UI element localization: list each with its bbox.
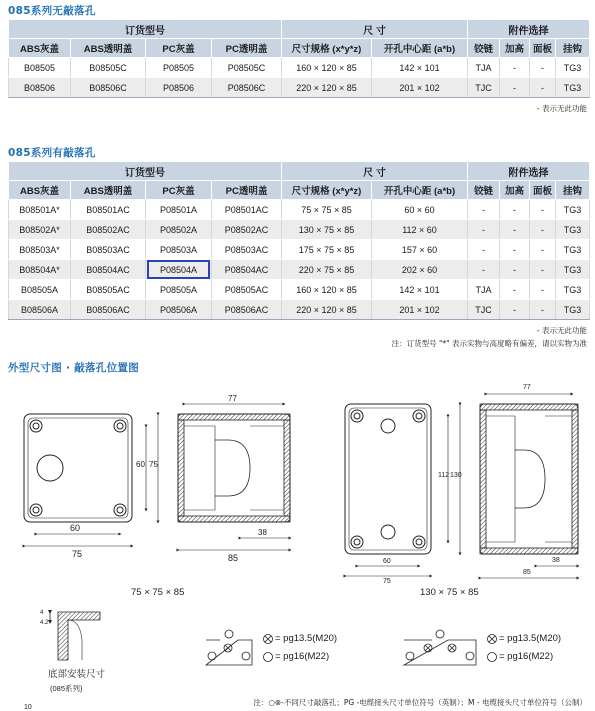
col-abs-grey: ABS灰盖 bbox=[9, 181, 71, 200]
cell: B08502A* bbox=[9, 220, 71, 240]
group-dimensions: 尺 寸 bbox=[282, 162, 468, 181]
cell: B08502AC bbox=[71, 220, 146, 240]
cell: 220 × 120 × 85 bbox=[282, 78, 372, 98]
col-hook: 挂钩 bbox=[556, 39, 590, 58]
col-size: 尺寸规格 (x*y*z) bbox=[282, 181, 372, 200]
cell: 112 × 60 bbox=[372, 220, 468, 240]
cell: B08503AC bbox=[71, 240, 146, 260]
cross-circle-icon bbox=[264, 635, 273, 644]
cell: TG3 bbox=[556, 260, 590, 280]
cell: P08505C bbox=[212, 58, 282, 78]
dim-label: 75 bbox=[149, 460, 158, 469]
cell: 220 × 120 × 85 bbox=[282, 300, 372, 320]
dim-label: 85 bbox=[523, 569, 531, 576]
cell: TG3 bbox=[556, 220, 590, 240]
bottom-mount-label: 底部安装尺寸 bbox=[48, 669, 106, 680]
cell: 75 × 75 × 85 bbox=[282, 200, 372, 220]
cell: B08501AC bbox=[71, 200, 146, 220]
group-dimensions: 尺 寸 bbox=[282, 20, 468, 39]
col-hinge: 铰链 bbox=[468, 181, 500, 200]
cell: P08503A bbox=[146, 240, 212, 260]
cell: 160 × 120 × 85 bbox=[282, 280, 372, 300]
legend-pg135: = pg13.5(M20) bbox=[499, 633, 562, 644]
cell: P08501AC bbox=[212, 200, 282, 220]
dim-label: 77 bbox=[228, 394, 237, 403]
box-b-top-view bbox=[345, 404, 431, 554]
col-panel: 面板 bbox=[530, 181, 556, 200]
dim-label: 38 bbox=[258, 528, 267, 537]
dim-label: 77 bbox=[523, 384, 531, 391]
col-abs-grey: ABS灰盖 bbox=[9, 39, 71, 58]
dim-label: 60 bbox=[383, 558, 391, 565]
cell: - bbox=[500, 260, 530, 280]
cell: - bbox=[468, 220, 500, 240]
cell: B08504A* bbox=[9, 260, 71, 280]
col-hook: 挂钩 bbox=[556, 181, 590, 200]
cell: B08503A* bbox=[9, 240, 71, 260]
cell: 201 × 102 bbox=[372, 300, 468, 320]
cell: 202 × 60 bbox=[372, 260, 468, 280]
cell: P08506 bbox=[146, 78, 212, 98]
box-a-side-view bbox=[178, 414, 290, 522]
dim-label: 130 bbox=[450, 472, 462, 479]
cell: - bbox=[530, 78, 556, 98]
col-raise: 加高 bbox=[500, 39, 530, 58]
dim-label: 38 bbox=[552, 557, 560, 564]
dim-label: 112 bbox=[438, 472, 450, 479]
cell: - bbox=[500, 78, 530, 98]
cell: 142 × 101 bbox=[372, 58, 468, 78]
col-size: 尺寸规格 (x*y*z) bbox=[282, 39, 372, 58]
cell: TG3 bbox=[556, 78, 590, 98]
bottom-mount-detail bbox=[50, 612, 100, 660]
legend-pg16: = pg16(M22) bbox=[275, 651, 330, 662]
cell: P08504AC bbox=[212, 260, 282, 280]
cell: - bbox=[500, 220, 530, 240]
dim-label: 4.2 bbox=[40, 620, 49, 626]
circle-icon bbox=[488, 653, 497, 662]
section1-footnote: - 表示无此功能 bbox=[536, 104, 587, 113]
group-order-model: 订货型号 bbox=[9, 162, 282, 181]
section2-title: 085系列有敲落孔 bbox=[8, 147, 96, 159]
cell: P08506C bbox=[212, 78, 282, 98]
cell: B08505C bbox=[71, 58, 146, 78]
col-pc-grey: PC灰盖 bbox=[146, 181, 212, 200]
col-pc-grey: PC灰盖 bbox=[146, 39, 212, 58]
dim-label: 60 bbox=[136, 460, 145, 469]
dim-label: 4 bbox=[40, 610, 44, 616]
section3-note: 注：○⊗-不同尺寸敲落孔；PG -电缆接头尺寸单位符号（英制）；M - 电缆接头尺寸单位符号（公制） bbox=[253, 698, 587, 707]
cell: P08505AC bbox=[212, 280, 282, 300]
cell: - bbox=[468, 200, 500, 220]
col-hinge: 铰链 bbox=[468, 39, 500, 58]
box-b-side-view bbox=[480, 404, 578, 554]
cell: P08506A bbox=[146, 300, 212, 320]
cell: B08506AC bbox=[71, 300, 146, 320]
cell: B08506C bbox=[71, 78, 146, 98]
cell: - bbox=[468, 260, 500, 280]
cell: 175 × 75 × 85 bbox=[282, 240, 372, 260]
cell: P08501A bbox=[146, 200, 212, 220]
cell: B08505 bbox=[9, 58, 71, 78]
dim-label: 75 bbox=[72, 549, 83, 559]
cell: - bbox=[530, 200, 556, 220]
section3-title: 外型尺寸图 · 敲落孔位置图 bbox=[8, 362, 139, 374]
cell: - bbox=[530, 260, 556, 280]
cell: - bbox=[500, 300, 530, 320]
cell: - bbox=[468, 240, 500, 260]
cell: TJC bbox=[468, 78, 500, 98]
cell: 142 × 101 bbox=[372, 280, 468, 300]
col-hole-distance: 开孔中心距 (a*b) bbox=[372, 39, 468, 58]
caption-a: 75 × 75 × 85 bbox=[131, 587, 185, 598]
box-a-top-view bbox=[24, 414, 132, 522]
bottom-mount-sub: (085系列) bbox=[50, 684, 83, 693]
cell: P08503AC bbox=[212, 240, 282, 260]
col-abs-clear: ABS透明盖 bbox=[71, 39, 146, 58]
cell: B08504AC bbox=[71, 260, 146, 280]
cell: TJA bbox=[468, 58, 500, 78]
cell: 160 × 120 × 85 bbox=[282, 58, 372, 78]
dim-label: 85 bbox=[228, 553, 239, 563]
cell: - bbox=[530, 58, 556, 78]
knockout-diagram-1 bbox=[206, 630, 252, 665]
dim-label: 60 bbox=[70, 523, 81, 533]
cell: B08506 bbox=[9, 78, 71, 98]
col-abs-clear: ABS透明盖 bbox=[71, 181, 146, 200]
cross-circle-icon bbox=[488, 635, 497, 644]
cell: 60 × 60 bbox=[372, 200, 468, 220]
cell: - bbox=[500, 200, 530, 220]
cell: 130 × 75 × 85 bbox=[282, 220, 372, 240]
cell: - bbox=[500, 280, 530, 300]
section2-footnote1: - 表示无此功能 bbox=[536, 326, 587, 335]
cell: P08502A bbox=[146, 220, 212, 240]
cell-text: P08504A bbox=[159, 264, 198, 275]
cell: TG3 bbox=[556, 240, 590, 260]
cell: - bbox=[500, 240, 530, 260]
section2-footnote2: 注：订货型号 "*" 表示实物与高度略有偏差，请以实物为准 bbox=[391, 339, 587, 348]
col-pc-clear: PC透明盖 bbox=[212, 39, 282, 58]
cell: - bbox=[530, 280, 556, 300]
dim-label: 75 bbox=[383, 578, 391, 585]
section1-title: 085系列无敲落孔 bbox=[8, 5, 96, 17]
cell: TG3 bbox=[556, 300, 590, 320]
cell: B08506A bbox=[9, 300, 71, 320]
cell: - bbox=[500, 58, 530, 78]
legend-pg16: = pg16(M22) bbox=[499, 651, 554, 662]
circle-icon bbox=[264, 653, 273, 662]
page-number: 10 bbox=[24, 704, 32, 711]
cell: TG3 bbox=[556, 280, 590, 300]
col-raise: 加高 bbox=[500, 181, 530, 200]
legend-pg135: = pg13.5(M20) bbox=[275, 633, 338, 644]
cell: P08505 bbox=[146, 58, 212, 78]
cell: TG3 bbox=[556, 200, 590, 220]
cell: 201 × 102 bbox=[372, 78, 468, 98]
cell: P08506AC bbox=[212, 300, 282, 320]
cell: - bbox=[530, 240, 556, 260]
col-panel: 面板 bbox=[530, 39, 556, 58]
cell: TJC bbox=[468, 300, 500, 320]
cell: P08505A bbox=[146, 280, 212, 300]
cell: B08501A* bbox=[9, 200, 71, 220]
group-accessories: 附件选择 bbox=[468, 20, 590, 39]
cell: TJA bbox=[468, 280, 500, 300]
col-pc-clear: PC透明盖 bbox=[212, 181, 282, 200]
cell: - bbox=[530, 220, 556, 240]
cell: TG3 bbox=[556, 58, 590, 78]
cell: B08505A bbox=[9, 280, 71, 300]
cell: P08502AC bbox=[212, 220, 282, 240]
group-order-model: 订货型号 bbox=[9, 20, 282, 39]
cell: - bbox=[530, 300, 556, 320]
col-hole-distance: 开孔中心距 (a*b) bbox=[372, 181, 468, 200]
cell: B08505AC bbox=[71, 280, 146, 300]
caption-b: 130 × 75 × 85 bbox=[420, 587, 479, 598]
cell: 157 × 60 bbox=[372, 240, 468, 260]
cell: 220 × 75 × 85 bbox=[282, 260, 372, 280]
knockout-diagram-2 bbox=[404, 630, 476, 665]
group-accessories: 附件选择 bbox=[468, 162, 590, 181]
